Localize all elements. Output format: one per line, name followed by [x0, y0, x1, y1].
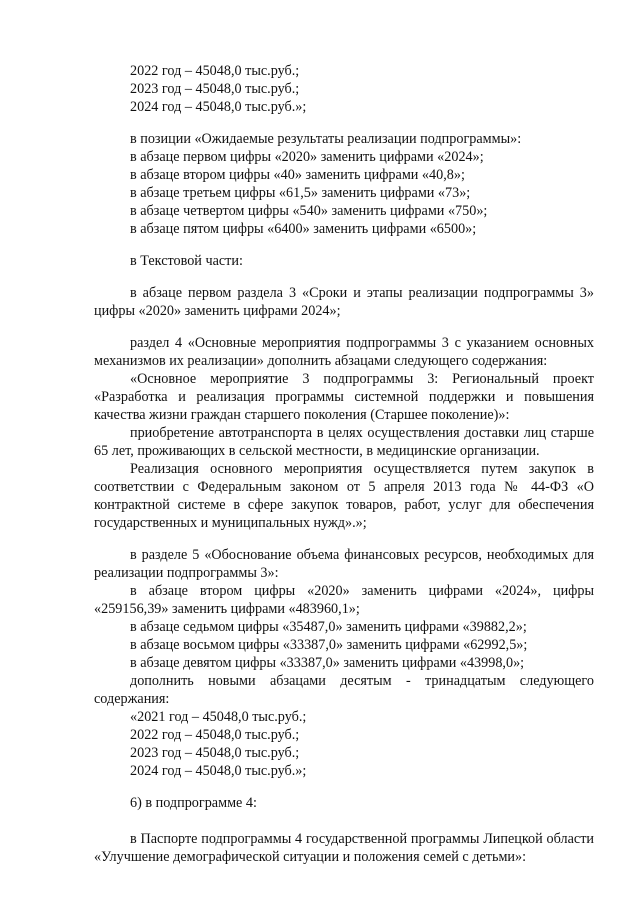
amendment-line: в абзаце первом цифры «2020» заменить цифрами «2024»;: [130, 149, 484, 165]
amendment-line: в абзаце восьмом цифры «33387,0» заменить цифрами «62992,5»;: [130, 637, 528, 653]
amendment-line: в позиции «Ожидаемые результаты реализации подпрограммы»:: [130, 131, 522, 147]
paragraph-main-activity: «Основное мероприятие 3 подпрограммы 3: Региональный проект «Разработка и реализация программы системной поддержки и повышения качества жизни граждан старшего поколения (Старшее поколение)»:: [94, 371, 594, 423]
paragraph-section5-intro: в разделе 5 «Обоснование объема финансовых ресурсов, необходимых для реализации подпрограммы 3»:: [94, 547, 594, 581]
paragraph-section5-second: в абзаце втором цифры «2020» заменить цифрами «2024», цифры «259156,39» заменить цифрами «483960,1»;: [94, 583, 594, 617]
amendment-line: в абзаце втором цифры «40» заменить цифрами «40,8»;: [130, 167, 465, 183]
budget-line: 2023 год – 45048,0 тыс.руб.;: [130, 81, 300, 97]
budget-line: 2023 год – 45048,0 тыс.руб.;: [130, 745, 300, 761]
budget-line: 2024 год – 45048,0 тыс.руб.»;: [130, 99, 307, 115]
amendment-line: в абзаце пятом цифры «6400» заменить цифрами «6500»;: [130, 221, 477, 237]
paragraph-transport: приобретение автотранспорта в целях осуществления доставки лиц старше 65 лет, проживающих в сельской местности, в медицинские организации.: [94, 425, 594, 459]
amendment-line: в абзаце третьем цифры «61,5» заменить цифрами «73»;: [130, 185, 471, 201]
paragraph-implementation: Реализация основного мероприятия осуществляется путем закупок в соответствии с Федеральным законом от 5 апреля 2013 года № 44-ФЗ «О контрактной системе в сфере закупок товаров, работ, услуг для обеспечения государственных и муниципальных нужд».»;: [94, 461, 594, 531]
budget-line: 2024 год – 45048,0 тыс.руб.»;: [130, 763, 307, 779]
amendment-line: в абзаце седьмом цифры «35487,0» заменить цифрами «39882,2»;: [130, 619, 527, 635]
budget-line: 2022 год – 45048,0 тыс.руб.;: [130, 63, 300, 79]
subprogram-heading: 6) в подпрограмме 4:: [130, 795, 257, 811]
amendment-line: в абзаце девятом цифры «33387,0» заменить цифрами «43998,0»;: [130, 655, 525, 671]
amendment-line: в абзаце четвертом цифры «540» заменить цифрами «750»;: [130, 203, 488, 219]
document-page: [94, 62, 594, 866]
paragraph-passport: в Паспорте подпрограммы 4 государственной программы Липецкой области «Улучшение демографической ситуации и положения семей с детьми»:: [94, 831, 594, 865]
section-heading: в Текстовой части:: [130, 253, 243, 269]
paragraph-add-new: дополнить новыми абзацами десятым - тринадцатым следующего содержания:: [94, 673, 594, 707]
paragraph-section3: в абзаце первом раздела 3 «Сроки и этапы реализации подпрограммы 3» цифры «2020» заменить цифрами 2024»;: [94, 285, 594, 319]
budget-line: 2022 год – 45048,0 тыс.руб.;: [130, 727, 300, 743]
budget-line: «2021 год – 45048,0 тыс.руб.;: [130, 709, 307, 725]
paragraph-section4-intro: раздел 4 «Основные мероприятия подпрограммы 3 с указанием основных механизмов их реализации» дополнить абзацами следующего содержания:: [94, 335, 594, 369]
